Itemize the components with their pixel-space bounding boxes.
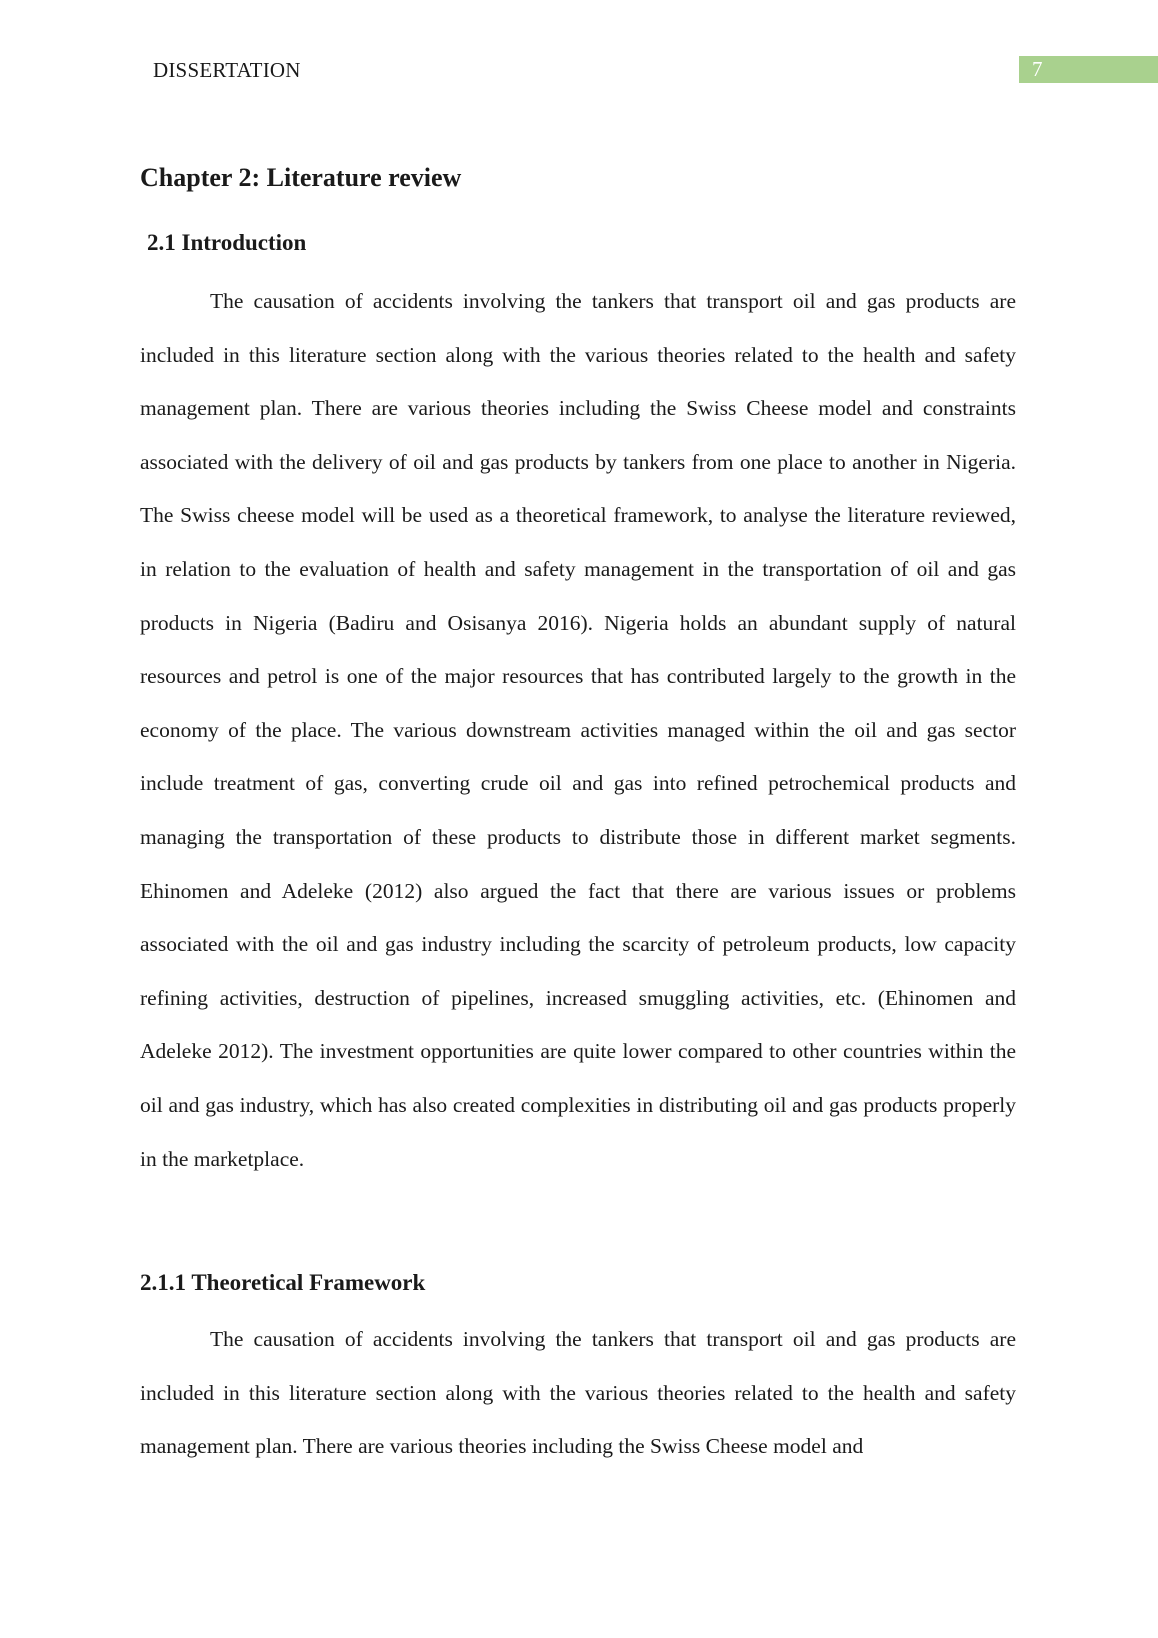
section-heading-introduction: 2.1 Introduction <box>147 230 307 255</box>
running-header-title: DISSERTATION <box>153 58 301 82</box>
page-number: 7 <box>1032 57 1043 81</box>
page-number-badge <box>1019 56 1158 83</box>
chapter-title: Chapter 2: Literature review <box>140 163 462 192</box>
section-heading-theoretical-framework: 2.1.1 Theoretical Framework <box>140 1270 426 1295</box>
introduction-paragraph: The causation of accidents involving the tankers that transport oil and gas products are included in this literature section along with the various theories related to the health and safety management plan. There are various theories including the Swiss Cheese model and constraints associated with the delivery of oil and gas products by tankers from one place to another in Nigeria. The Swiss cheese model will be used as a theoretical framework, to analyse the literature reviewed, in relation to the evaluation of health and safety management in the transportation of oil and gas products in Nigeria (Badiru and Osisanya 2016). Nigeria holds an abundant supply of natural resources and petrol is one of the major resources that has contributed largely to the growth in the economy of the place. The various downstream activities managed within the oil and gas sector include treatment of gas, converting crude oil and gas into refined petrochemical products and managing the transportation of these products to distribute those in different market segments. Ehinomen and Adeleke (2012) also argued the fact that there are various issues or problems associated with the oil and gas industry including the scarcity of petroleum products, low capacity refining activities, destruction of pipelines, increased smuggling activities, etc. (Ehinomen and Adeleke 2012). The investment opportunities are quite lower compared to other countries within the oil and gas industry, which has also created complexities in distributing oil and gas products properly in the marketplace. <box>140 289 1016 1171</box>
theoretical-framework-paragraph: The causation of accidents involving the tankers that transport oil and gas products are included in this literature section along with the various theories related to the health and safety management plan. There are various theories including the Swiss Cheese model and <box>140 1327 1016 1459</box>
